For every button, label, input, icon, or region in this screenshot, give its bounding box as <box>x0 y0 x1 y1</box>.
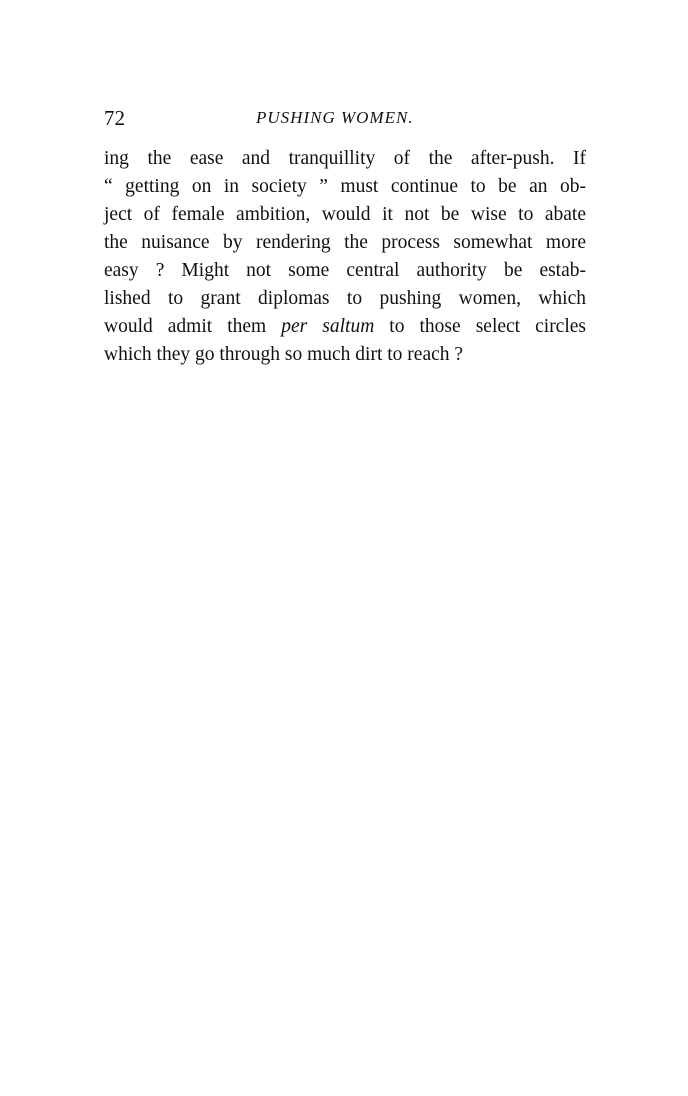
text-line-with-italic <box>104 313 586 341</box>
running-title: PUSHING WOMEN. <box>256 108 414 127</box>
text-line: lished to grant diplomas to pushing women, which <box>104 288 586 309</box>
text-segment: would admit them <box>104 316 282 337</box>
body-text <box>104 145 586 369</box>
text-line: ing the ease and tranquillity of the after-push. If <box>104 148 586 169</box>
page-number: 72 <box>104 106 125 130</box>
italic-phrase: per saltum <box>281 316 375 337</box>
text-line: the nuisance by rendering the process somewhat more <box>104 232 586 253</box>
text-line-last: which they go through so much dirt to reach ? <box>104 344 464 365</box>
text-line: “ getting on in society ” must continue to be an ob- <box>104 176 586 197</box>
text-segment: to those select circles <box>374 316 586 337</box>
text-line: ject of female ambition, would it not be wise to abate <box>104 204 586 225</box>
running-head <box>104 104 586 134</box>
text-line: easy ? Might not some central authority be estab- <box>104 260 586 281</box>
